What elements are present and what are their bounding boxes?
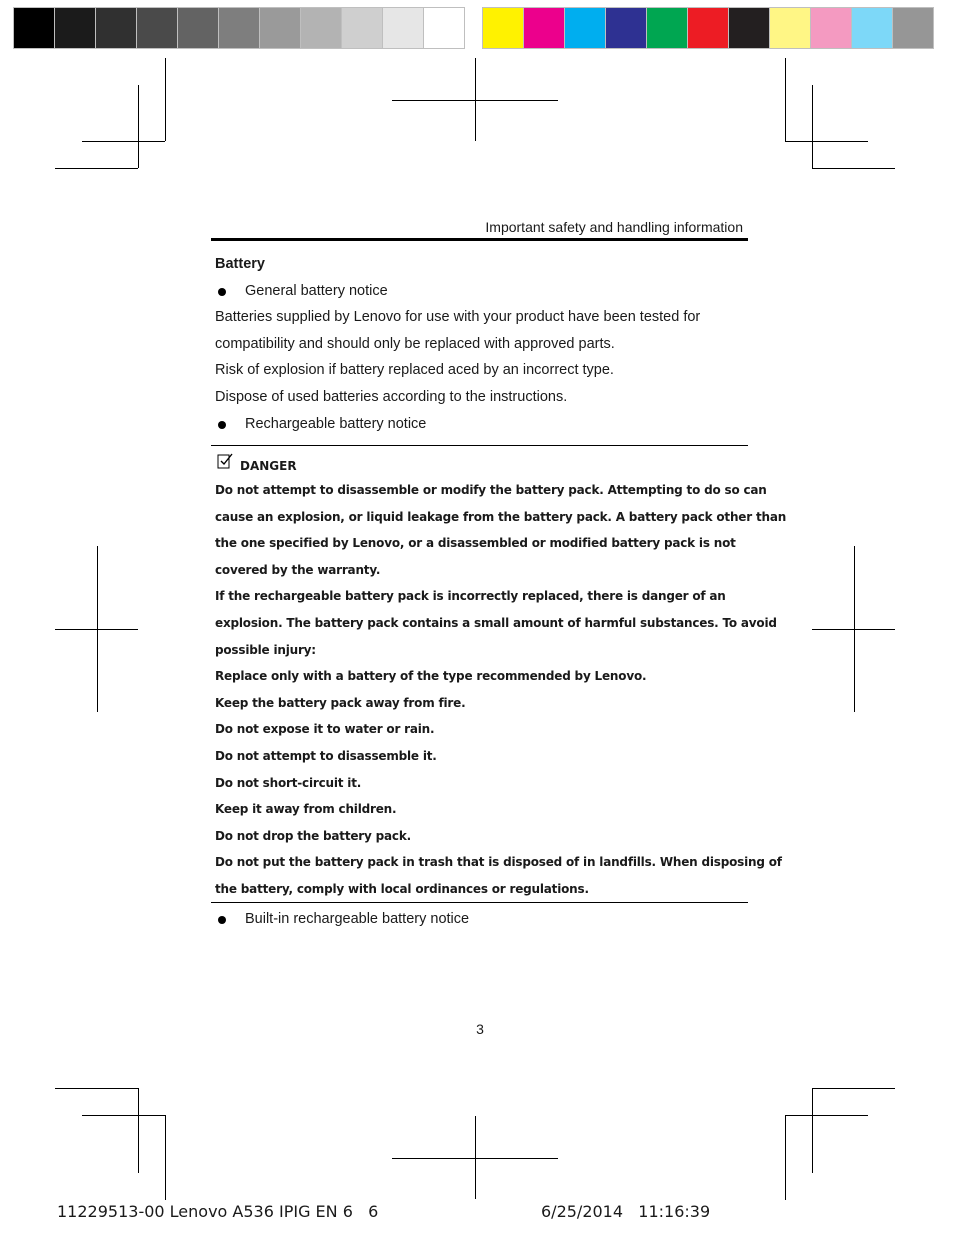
gray-calibration-bar [13,7,465,50]
gray-swatch [259,7,300,49]
color-swatch [810,7,851,49]
bullet-text: General battery notice [245,282,388,299]
danger-heading [215,451,748,477]
danger-text-line: Do not drop the battery pack. [215,828,411,843]
print-slug-right: 6/25/2014 11:16:39 [541,1202,711,1221]
paragraph-line: compatibility and should only be replaced with approved parts. [215,335,615,352]
gray-swatch [54,7,95,49]
gray-swatch [341,7,382,49]
color-swatch [769,7,810,49]
color-swatch [605,7,646,49]
gray-swatch [95,7,136,49]
list-item [215,411,745,438]
gray-swatch [300,7,341,49]
danger-top-rule [211,445,748,446]
gray-swatch [13,7,54,49]
color-swatch [564,7,605,49]
danger-text-line: cause an explosion, or liquid leakage from the battery pack. A battery pack other than [215,509,787,524]
danger-text-line: the battery, comply with local ordinances or regulations. [215,881,589,896]
danger-bottom-rule [211,902,748,903]
danger-text-line: covered by the warranty. [215,562,381,577]
list-item [215,278,745,305]
bullet-text: Rechargeable battery notice [245,415,427,432]
color-swatch [482,7,523,49]
danger-text-line: Do not attempt to disassemble it. [215,748,437,763]
gray-swatch [218,7,259,49]
color-swatch [892,7,934,49]
danger-text-line: Keep it away from children. [215,802,397,817]
danger-text-line: Keep the battery pack away from fire. [215,695,466,710]
running-header: Important safety and handling information [485,219,743,235]
danger-text-line: possible injury: [215,642,316,657]
color-swatch [646,7,687,49]
danger-text-line: the one specified by Lenovo, or a disassembled or modified battery pack is not [215,536,736,551]
gray-swatch [382,7,423,49]
danger-icon [215,452,234,476]
danger-text-line: Do not attempt to disassemble or modify the battery pack. Attempting to do so can [215,483,767,497]
bullet-icon [218,916,226,924]
danger-text-line: Do not short-circuit it. [215,775,362,790]
color-calibration-bar [482,7,934,50]
danger-text-line: Do not put the battery pack in trash that is disposed of in landfills. When disposing of [215,855,782,870]
battery-section [215,251,745,437]
color-swatch [728,7,769,49]
list-item [215,906,745,933]
page-number: 3 [476,1021,484,1037]
paragraph-line: Batteries supplied by Lenovo for use with your product have been tested for [215,309,701,326]
bullet-text: Built-in rechargeable battery notice [245,911,470,927]
danger-text-line: If the rechargeable battery pack is incorrectly replaced, there is danger of an [215,589,726,604]
gray-swatch [423,7,465,49]
header-rule [211,238,748,241]
paragraph-line: Dispose of used batteries according to the instructions. [215,388,568,405]
color-swatch [523,7,564,49]
danger-text-line: Do not expose it to water or rain. [215,722,435,737]
danger-notice [215,451,787,903]
bullet-icon [218,421,226,429]
bullet-icon [218,288,226,296]
battery-section-continued [215,906,745,933]
gray-swatch [177,7,218,49]
paragraph-line: Risk of explosion if battery replaced aced by an incorrect type. [215,362,614,379]
danger-label: DANGER [240,459,297,473]
danger-text-line: Replace only with a battery of the type recommended by Lenovo. [215,669,647,684]
danger-text-line: explosion. The battery pack contains a small amount of harmful substances. To avoid [215,615,777,630]
print-slug-left: 11229513-00 Lenovo A536 IPIG EN 6 6 [57,1202,379,1221]
color-swatch [687,7,728,49]
color-swatch [851,7,892,49]
gray-swatch [136,7,177,49]
section-title: Battery [215,256,265,272]
